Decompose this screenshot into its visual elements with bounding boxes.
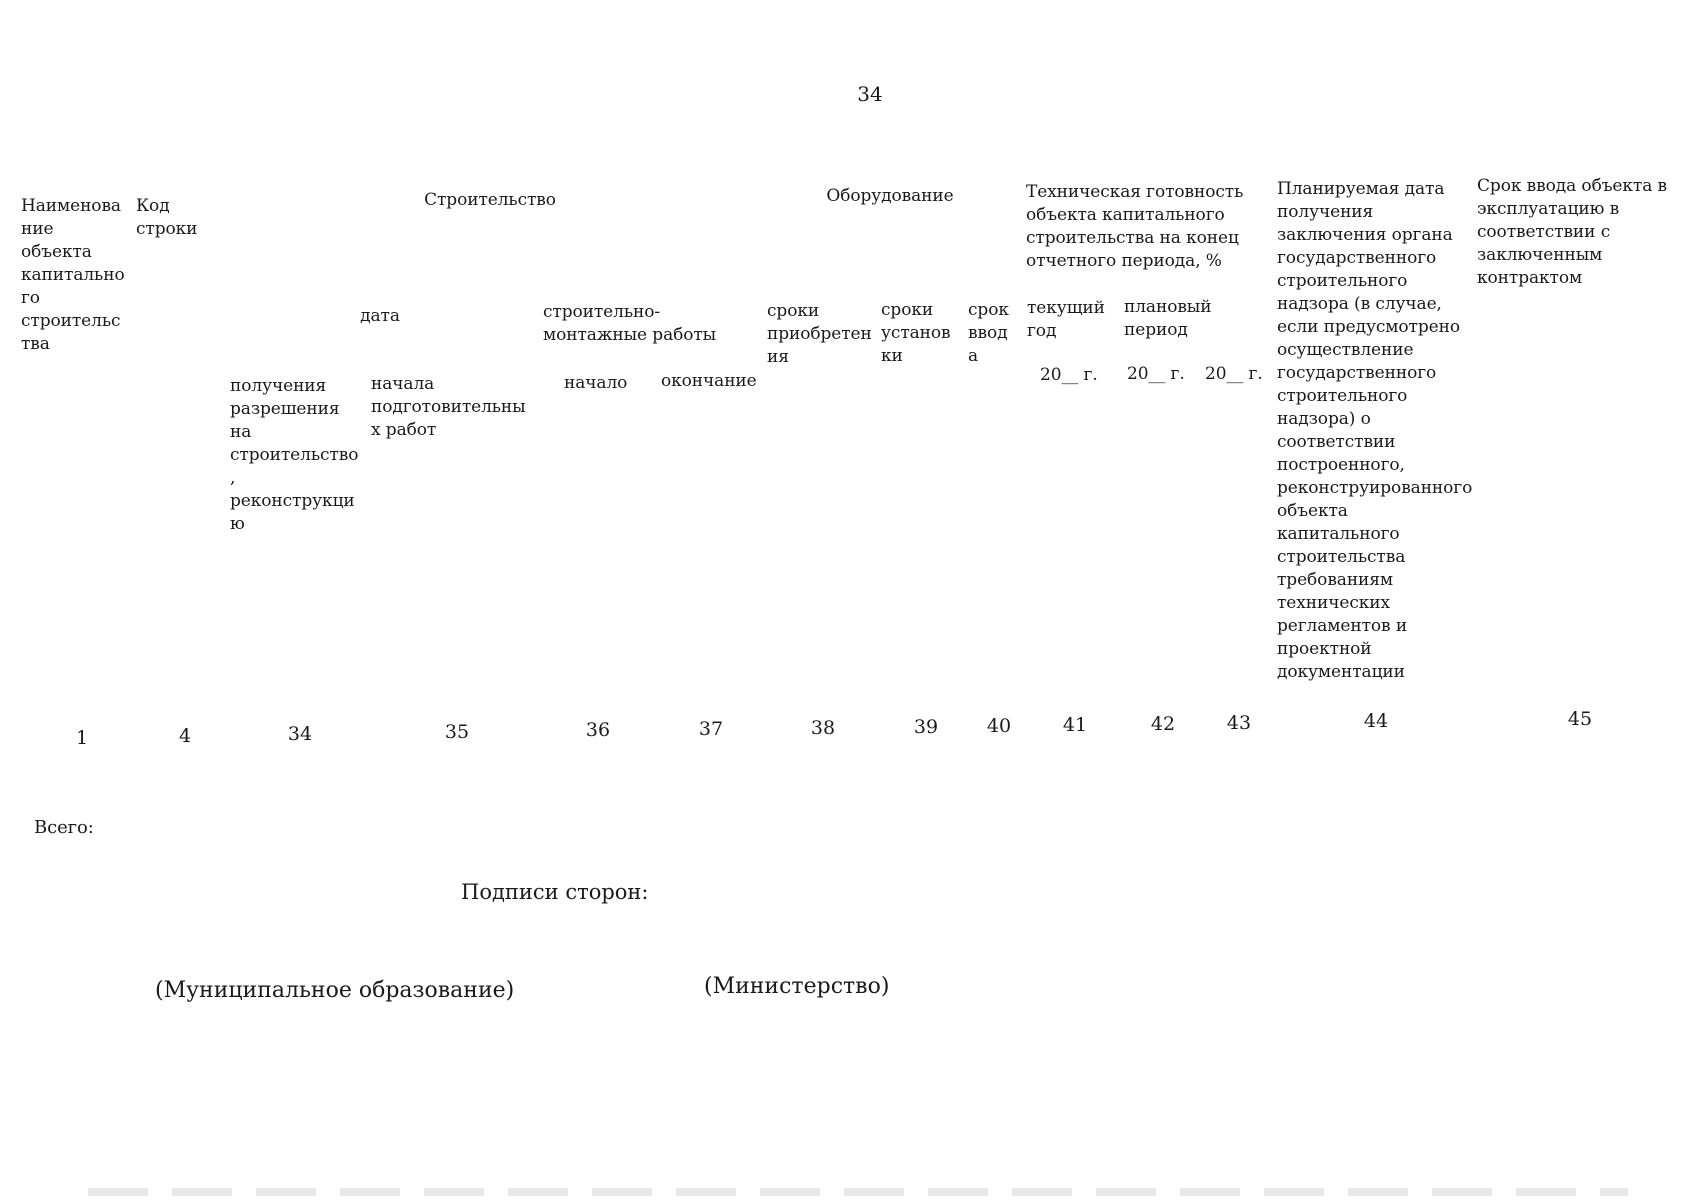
- header-conclusion-date: Планируемая дата получения заключения органа государственного строительного надзора (в случае, если предусмотрено осуществление государственного строительного надзора) о соответствии построенного, реконструированного объекта капитального строительства требованиям технических регламентов и проектной документации: [1277, 179, 1473, 682]
- scan-artifact: [88, 1188, 1628, 1196]
- header-year-plan-2: 20__ г.: [1205, 364, 1263, 384]
- header-commissioning: срок ввод а: [968, 300, 1009, 366]
- header-prep-start: начала подготовительны х работ: [371, 374, 526, 440]
- column-number: 37: [698, 718, 724, 740]
- column-number: 38: [810, 717, 836, 739]
- column-number: 40: [986, 715, 1012, 737]
- column-number: 1: [75, 727, 89, 749]
- total-label: Всего:: [34, 817, 94, 838]
- column-number: 45: [1567, 708, 1593, 730]
- signatures-title: Подписи сторон:: [461, 880, 649, 904]
- signature-municipality: (Муниципальное образование): [155, 978, 515, 1003]
- header-row-code: Код строки: [136, 196, 198, 239]
- column-number: 42: [1150, 713, 1176, 735]
- header-construction: Строительство: [424, 190, 556, 210]
- column-number: 43: [1226, 712, 1252, 734]
- column-number: 34: [287, 723, 313, 745]
- column-number: 39: [913, 716, 939, 738]
- column-number: 35: [444, 721, 470, 743]
- header-installation: сроки установ ки: [881, 300, 951, 366]
- page-number: 34: [857, 82, 883, 106]
- column-number: 44: [1363, 710, 1389, 732]
- header-acquisition: сроки приобретен ия: [767, 301, 872, 367]
- header-object-name: Наименова ние объекта капитально го строительс тва: [21, 196, 125, 354]
- column-number: 41: [1062, 714, 1088, 736]
- header-permit-date: получения разрешения на строительство , реконструкци ю: [230, 376, 359, 534]
- header-year-plan-1: 20__ г.: [1127, 364, 1185, 384]
- column-number: 4: [178, 725, 192, 747]
- header-smr-start: начало: [564, 373, 628, 393]
- header-smr-end: окончание: [661, 371, 757, 391]
- header-tech-readiness: Техническая готовность объекта капитального строительства на конец отчетного периода, %: [1026, 182, 1244, 271]
- header-equipment: Оборудование: [826, 186, 954, 206]
- header-date: дата: [360, 306, 400, 326]
- header-commissioning-term: Срок ввода объекта в эксплуатацию в соответствии с заключенным контрактом: [1477, 176, 1668, 288]
- header-current-year: текущий год: [1027, 298, 1105, 341]
- column-number: 36: [585, 719, 611, 741]
- header-planned-period: плановый период: [1124, 297, 1212, 340]
- signature-ministry: (Министерство): [704, 974, 890, 999]
- header-year-current: 20__ г.: [1040, 365, 1098, 385]
- header-smr: строительно-монтажные работы: [543, 302, 717, 345]
